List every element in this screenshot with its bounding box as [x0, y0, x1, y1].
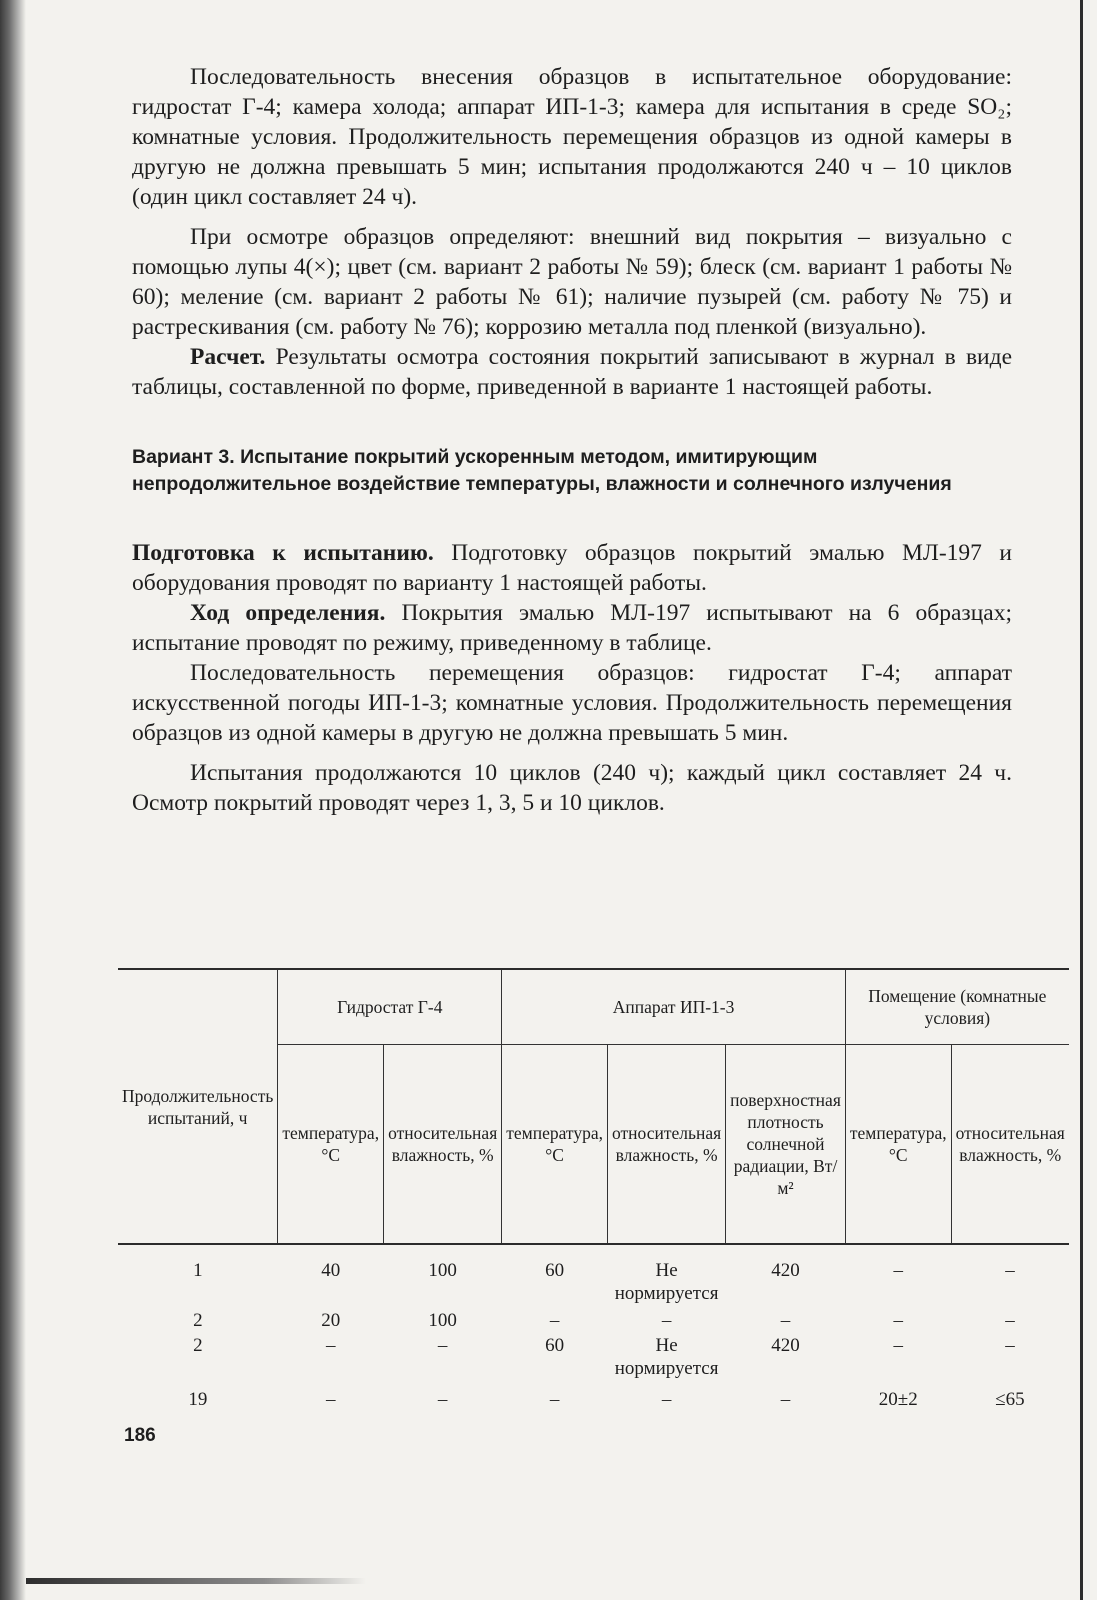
table-cell: ≤65 [995, 1389, 1025, 1410]
page-body [132, 62, 1012, 818]
table-row [118, 1380, 1069, 1411]
table-row [118, 1305, 1069, 1332]
paragraph-lead: Подготовка к испытанию. [132, 540, 434, 566]
table-cell: Не нормируется [614, 1260, 719, 1304]
header-apparatus: Аппарат ИП-1-3 [502, 969, 846, 1045]
header-room: Помещение (комнатные условия) [845, 969, 1068, 1045]
table-row [118, 1244, 1069, 1305]
paragraph-duration: Испытания продолжаются 10 циклов (240 ч); каждый цикл составляет 24 ч. Осмотр покрытий проводят через 1, 3, 5 и 10 циклов. [132, 760, 1012, 816]
table-cell: – [325, 1335, 336, 1356]
table-cell: 420 [771, 1335, 800, 1356]
paragraph-movement: Последовательность перемещения образцов: гидростат Г-4; аппарат искусственной погоды ИП-1-3; комнатные условия. Продолжительность перемещения образцов из одной камеры в другую не должна превышать 5 мин. [132, 660, 1012, 746]
table-cell: – [893, 1335, 903, 1356]
header-radiation: поверхностная плотность солнечной радиации, Вт/м² [726, 1045, 846, 1245]
table-cell: – [893, 1310, 903, 1331]
table-cell: – [437, 1335, 448, 1356]
header-hygrostat: Гидростат Г-4 [278, 969, 502, 1045]
table-cell: 20±2 [878, 1389, 918, 1410]
paragraph-procedure [132, 598, 1012, 658]
table-row [118, 1332, 1069, 1380]
table-cell: – [1005, 1260, 1015, 1281]
header-humidity: относительная влажность, % [384, 1045, 502, 1245]
paragraph-text: Подготовку образцов покрытий эмалью МЛ-197 и оборудования проводят по варианту 1 настоящей работы. [132, 540, 1012, 596]
test-regime-table [118, 968, 1069, 1411]
paragraph-lead: Ход определения. [190, 600, 386, 626]
paragraph-inspection: При осмотре образцов определяют: внешний вид покрытия – визуально с помощью лупы 4(×); цвет (см. вариант 2 работы № 59); блеск (см. вариант 1 работы № 60); меление (см. вариант 2 работы № 61); наличие пузырей (см. работу № 75) и растрескивания (см. работу № 76); коррозию металла под пленкой (визуально). [132, 224, 1012, 340]
table-cell: 60 [545, 1335, 565, 1356]
table-cell: 100 [428, 1260, 457, 1281]
table-cell: – [437, 1389, 448, 1410]
header-temperature: температура, °С [845, 1045, 951, 1245]
variant-heading: Вариант 3. Испытание покрытий ускоренным методом, имитирующим непродолжительное воздействие температуры, влажности и солнечного излучения [132, 446, 952, 495]
table-cell: – [661, 1389, 672, 1410]
table-cell: – [325, 1389, 336, 1410]
header-humidity: относительная влажность, % [951, 1045, 1069, 1245]
paragraph-sequence: Последовательность внесения образцов в испытательное оборудование: гидростат Г-4; камера холода; аппарат ИП-1-3; камера для испытания в среде SO₂; комнатные условия. Продолжительность перемещения образцов из одной камеры в другую не должна превышать 5 мин; испытания продолжаются 240 ч – 10 циклов (один цикл составляет 24 ч). [132, 64, 1012, 210]
table-cell: 20 [321, 1310, 341, 1331]
table-cell: 2 [193, 1335, 203, 1356]
table-cell: – [780, 1389, 791, 1410]
table-cell: – [780, 1310, 791, 1331]
paragraph-text: Результаты осмотра состояния покрытий записывают в журнал в виде таблицы, составленной по форме, приведенной в варианте 1 настоящей работы. [132, 344, 1012, 400]
paragraph-preparation [132, 538, 1012, 598]
paragraph-calculation [132, 342, 1012, 402]
table-cell: 40 [321, 1260, 341, 1281]
table-cell: – [1005, 1335, 1015, 1356]
table-cell: 100 [428, 1310, 457, 1331]
header-temperature: температура, °С [278, 1045, 384, 1245]
scan-smudge [26, 1578, 366, 1584]
table-body [118, 1244, 1069, 1411]
header-duration: Продолжительность испытаний, ч [118, 969, 278, 1244]
header-humidity: относительная влажность, % [608, 1045, 726, 1245]
table-cell: 1 [193, 1260, 203, 1281]
paragraph-text: Покрытия эмалью МЛ-197 испытывают на 6 образцах; испытание проводят по режиму, приведенному в таблице. [132, 600, 1012, 656]
table-cell: 2 [193, 1310, 203, 1331]
table-cell: – [893, 1260, 903, 1281]
table-cell: 420 [771, 1260, 800, 1281]
page-spine-shadow [0, 0, 26, 1600]
page-number: 186 [124, 1425, 156, 1446]
table-cell: – [549, 1389, 560, 1410]
table-cell: 60 [545, 1260, 565, 1281]
table-cell: – [549, 1310, 560, 1331]
table-cell: – [661, 1310, 672, 1331]
table-cell: Не нормируется [614, 1335, 719, 1379]
paragraph-lead: Расчет. [190, 344, 266, 370]
table-cell: 19 [188, 1389, 208, 1410]
header-temperature: температура, °С [502, 1045, 608, 1245]
table-cell: – [1005, 1310, 1015, 1331]
page-right-edge [1080, 0, 1083, 1600]
